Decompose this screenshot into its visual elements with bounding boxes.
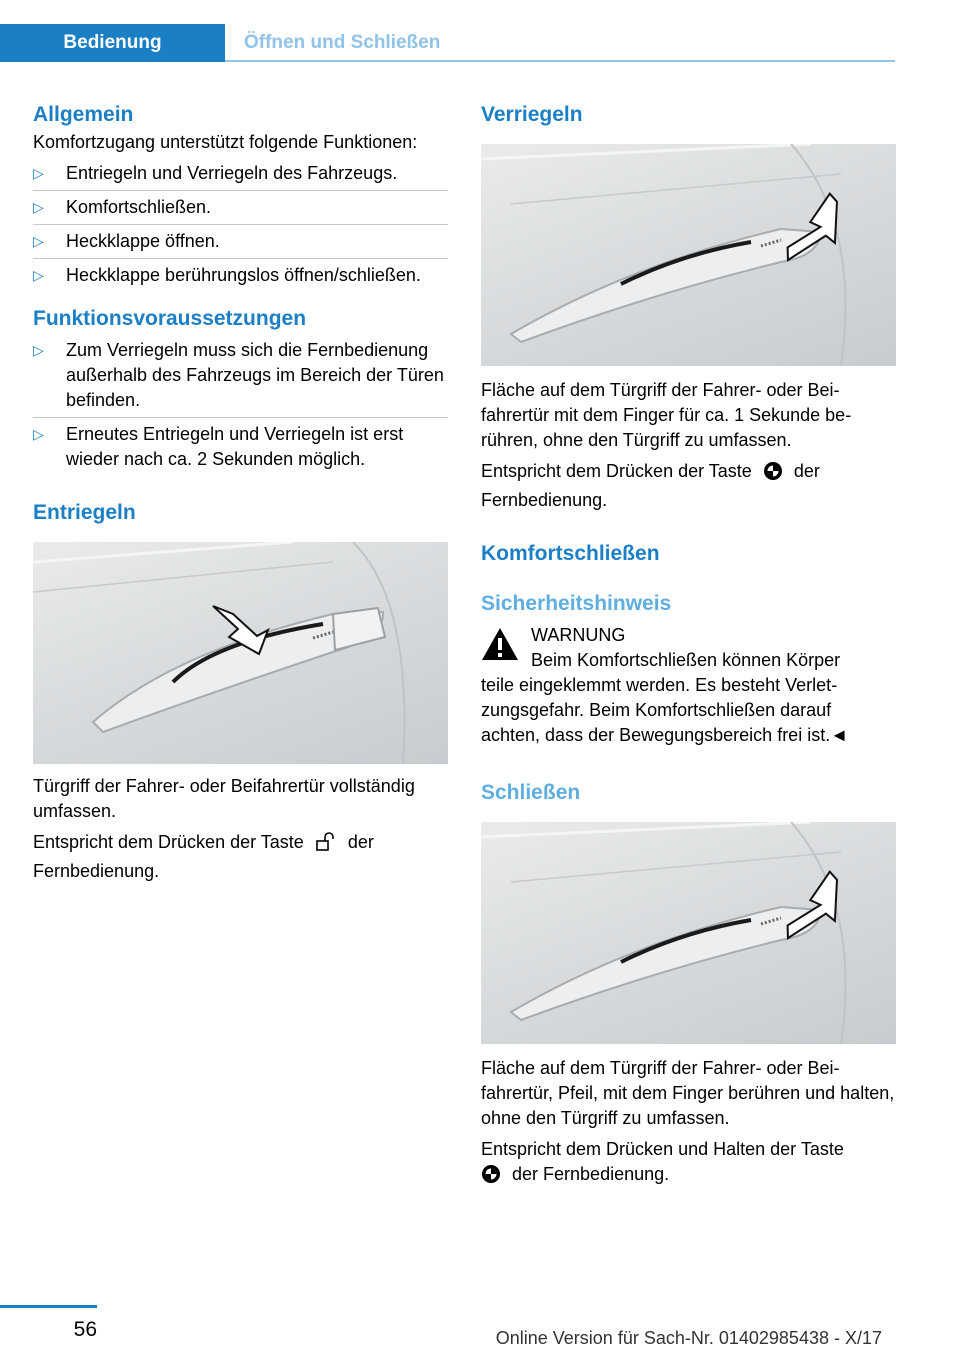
verriegeln-text: Fläche auf dem Türgriff der Fahrer- oder Beifahrertür mit dem Finger für ca. 1 Sekunde berühren, ohne den Türgriff zu umfassen.	[481, 380, 852, 450]
voraussetzungen-list	[33, 334, 448, 476]
warning-triangle-icon	[481, 627, 519, 666]
heading-komfortschliessen: Komfortschließen	[481, 542, 660, 565]
triangle-bullet-icon: ▷	[33, 199, 44, 215]
list-item: ▷ Heckklappe berührungslos öffnen/schließen.	[33, 259, 448, 292]
warning-text: teile eingeklemmt werden. Es besteht Verletzungsgefahr. Beim Komfortschließen darauf achten, dass der Bewegungsbereich frei ist.◄	[481, 675, 849, 745]
schliessen-text: Fläche auf dem Türgriff der Fahrer- oder Beifahrertür, Pfeil, mit dem Finger berühren und halten, ohne den Türgriff zu umfassen.	[481, 1058, 895, 1128]
door-handle-image-unlock	[33, 542, 448, 764]
footer-text: Online Version für Sach-Nr. 01402985438 - X/17	[495, 1328, 882, 1348]
allgemein-list	[33, 157, 448, 292]
heading-entriegeln: Entriegeln	[33, 501, 136, 524]
schliessen-button-text: Entspricht dem Drücken und Halten der Taste der Fernbedienung.	[481, 1137, 895, 1191]
warning-text-first: Beim Komfortschließen können Körper	[531, 650, 841, 670]
entriegeln-button-text: Entspricht dem Drücken der Taste der Fernbedienung.	[33, 832, 374, 881]
right-column	[481, 100, 895, 1191]
section-title[interactable]: Öffnen und Schließen	[244, 32, 441, 53]
heading-funktionsvoraussetzungen: Funktionsvoraussetzungen	[33, 307, 307, 330]
chapter-tab[interactable]: Bedienung	[63, 32, 162, 53]
verriegeln-button-text: Entspricht dem Drücken der Taste der Fernbedienung.	[481, 461, 820, 510]
page-number-rule	[0, 1305, 97, 1308]
list-item: ▷ Komfortschließen.	[33, 191, 448, 225]
triangle-bullet-icon: ▷	[33, 165, 44, 181]
unlock-icon	[315, 832, 337, 859]
bmw-lock-button-icon	[481, 1164, 501, 1191]
heading-schliessen: Schließen	[481, 781, 581, 804]
triangle-bullet-icon: ▷	[33, 426, 44, 442]
triangle-bullet-icon: ▷	[33, 233, 44, 249]
list-item: ▷ Heckklappe öffnen.	[33, 225, 448, 259]
door-handle-image-close	[481, 822, 896, 1044]
page-number: 56	[73, 1318, 97, 1341]
heading-verriegeln: Verriegeln	[481, 103, 583, 126]
list-item: ▷ Zum Verriegeln muss sich die Fernbedienung außerhalb des Fahrzeugs im Bereich der Türen befinden.	[33, 334, 448, 418]
entriegeln-text: Türgriff der Fahrer- oder Beifahrertür vollständig umfassen.	[33, 776, 415, 821]
allgemein-intro: Komfortzugang unterstützt folgende Funktionen:	[33, 132, 418, 152]
list-item: ▷ Erneutes Entriegeln und Verriegeln ist erst wieder nach ca. 2 Sekunden möglich.	[33, 424, 404, 469]
door-handle-image-lock	[481, 144, 896, 366]
list-item: ▷ Entriegeln und Verriegeln des Fahrzeugs.	[33, 157, 448, 191]
triangle-bullet-icon: ▷	[33, 342, 44, 358]
warning-block	[481, 623, 895, 673]
left-column	[33, 100, 448, 884]
triangle-bullet-icon: ▷	[33, 267, 44, 283]
heading-sicherheitshinweis: Sicherheitshinweis	[481, 592, 672, 615]
bmw-lock-button-icon	[763, 461, 783, 488]
heading-allgemein: Allgemein	[33, 103, 134, 126]
warning-label: WARNUNG	[531, 625, 626, 645]
